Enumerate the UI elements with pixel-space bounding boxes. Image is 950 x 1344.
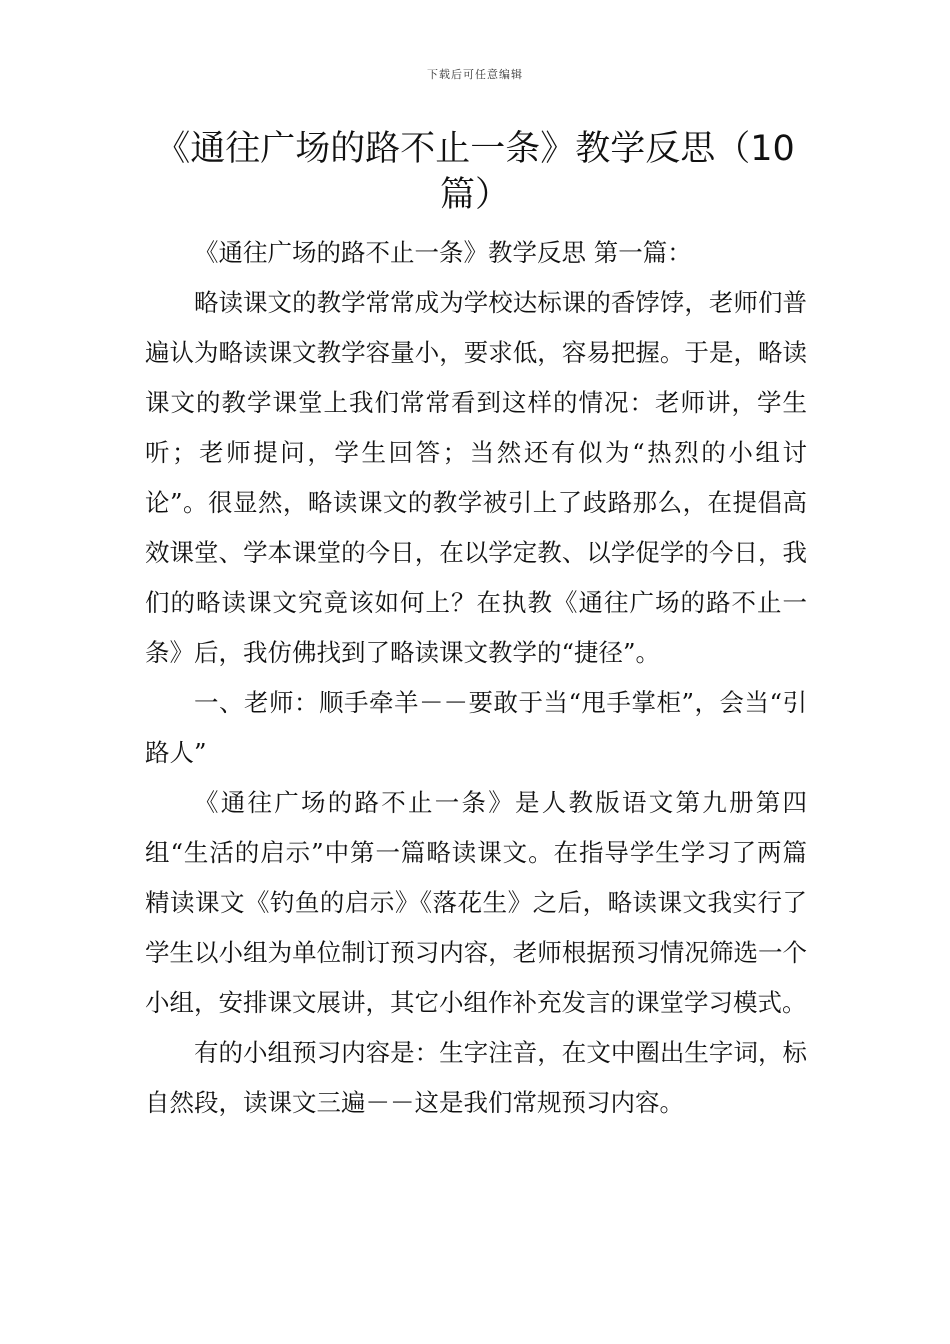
- document-title: 《通往广场的路不止一条》教学反思（10篇）: [155, 129, 795, 215]
- document-body: [145, 228, 807, 1128]
- header-note: 下载后可任意编辑: [427, 68, 523, 81]
- paragraph: 有的小组预习内容是：生字注音，在文中圈出生字词，标自然段，读课文三遍－－这是我们常规预习内容。: [145, 1038, 807, 1117]
- paragraph: 《通往广场的路不止一条》是人教版语文第九册第四组“生活的启示”中第一篇略读课文。在指导学生学习了两篇精读课文《钓鱼的启示》《落花生》之后，略读课文我实行了学生以小组为单位制订预习内容，老师根据预习情况筛选一个小组，安排课文展讲，其它小组作补充发言的课堂学习模式。: [145, 788, 807, 1017]
- paragraph: 略读课文的教学常常成为学校达标课的香饽饽，老师们普遍认为略读课文教学容量小，要求低，容易把握。于是，略读课文的教学课堂上我们常常看到这样的情况：老师讲，学生听；老师提问，学生回答；当然还有似为“热烈的小组讨论”。很显然，略读课文的教学被引上了歧路那么，在提倡高效课堂、学本课堂的今日，在以学定教、以学促学的今日，我们的略读课文究竟该如何上？在执教《通往广场的路不止一条》后，我仿佛找到了略读课文教学的“捷径”。: [145, 288, 807, 667]
- paragraph: 一、老师：顺手牵羊－－要敢于当“甩手掌柜”，会当“引路人”: [145, 688, 807, 767]
- paragraph: 《通往广场的路不止一条》教学反思 第一篇：: [194, 238, 692, 267]
